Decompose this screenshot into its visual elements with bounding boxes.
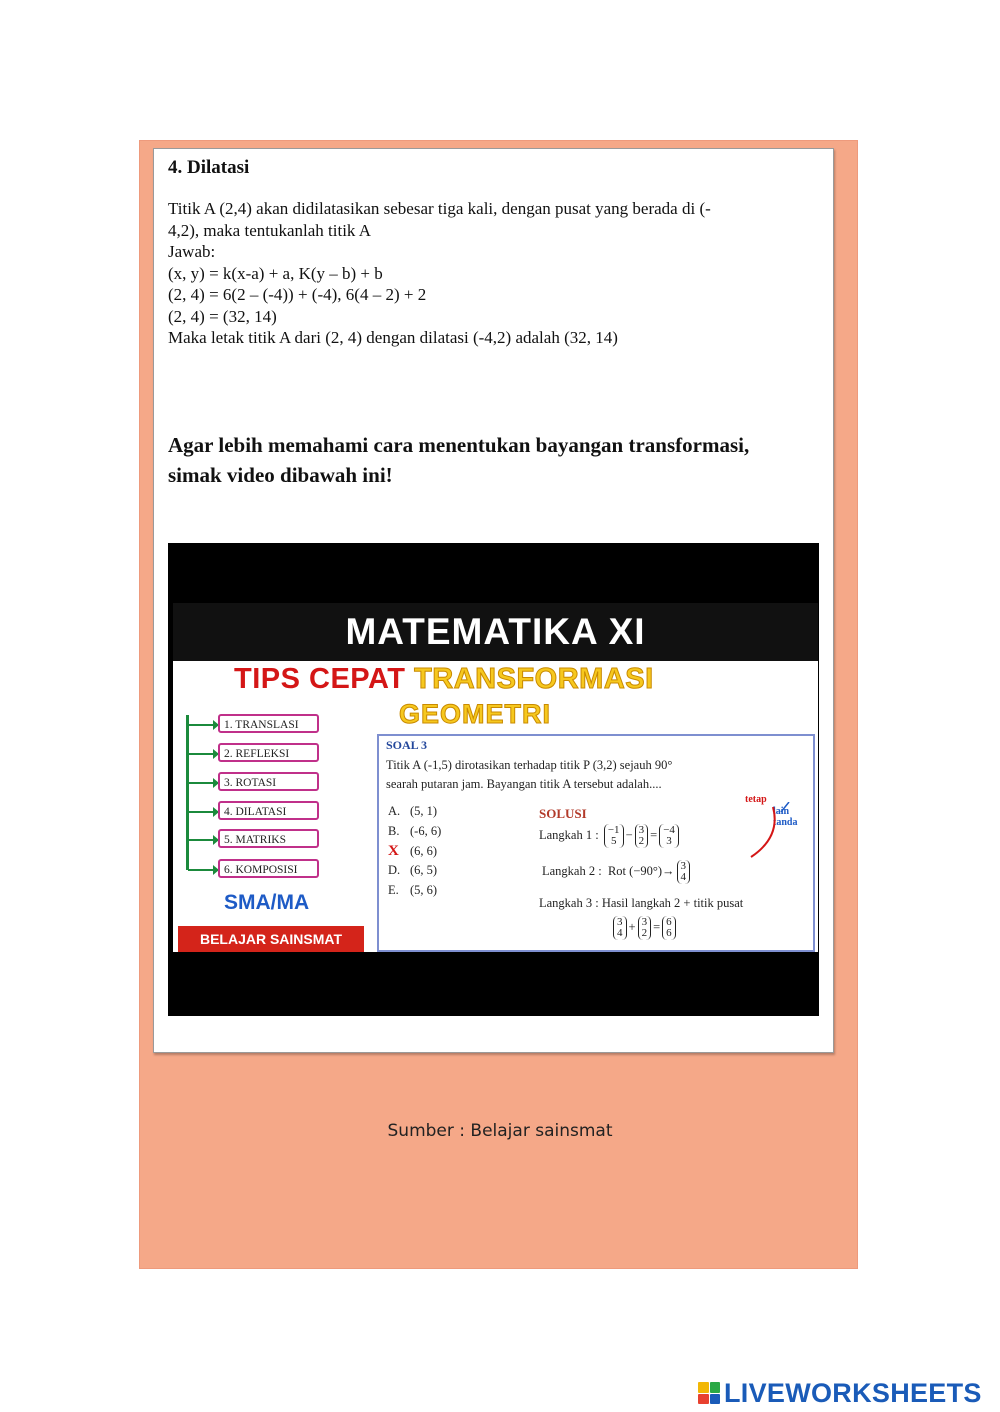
menu-item: 5. MATRIKS: [218, 829, 319, 848]
vector: 3 2: [635, 824, 649, 848]
arrow-icon: [188, 839, 218, 841]
arrow-icon: [188, 811, 218, 813]
channel-banner: BELAJAR SAINSMAT: [178, 926, 364, 952]
step-2: Langkah 2 : Rot (−90°)→ 3 4: [542, 860, 692, 884]
video-call-to-action: [168, 430, 828, 490]
solution-step: (x, y) = k(x-a) + a, K(y – b) + b: [168, 263, 383, 283]
vector: 3 2: [638, 916, 652, 940]
option-correct: X (6, 6): [388, 843, 438, 859]
question-box: [377, 734, 815, 952]
option: A. (5, 1): [388, 804, 438, 818]
problem-text: [168, 198, 808, 349]
step-1: Langkah 1 : −1 5 − 3 2 = −4 3: [539, 824, 681, 848]
curved-arrow-icon: [741, 802, 791, 862]
cta-line: Agar lebih memahami cara menentukan bayangan transformasi,: [168, 433, 750, 457]
tips-heading: [234, 663, 654, 696]
option: B. (-6, 6): [388, 824, 442, 838]
menu-item: 3. ROTASI: [218, 772, 319, 791]
level-label: SMA/MA: [224, 891, 310, 914]
menu-item: 6. KOMPOSISI: [218, 859, 319, 878]
tips-part: TIPS CEPAT: [234, 663, 406, 695]
menu-connector: [186, 715, 189, 870]
solution-step: (2, 4) = (32, 14): [168, 306, 277, 326]
arrow-icon: [188, 782, 218, 784]
problem-line: 4,2), maka tentukanlah titik A: [168, 220, 372, 240]
solution-label: SOLUSI: [539, 806, 587, 821]
solution-conclusion: Maka letak titik A dari (2, 4) dengan dilatasi (-4,2) adalah (32, 14): [168, 328, 618, 347]
video-thumbnail[interactable]: [173, 603, 818, 952]
question-line: Titik A (-1,5) dirotasikan terhadap titik P (3,2) sejauh 90°: [386, 758, 673, 772]
vector: −1 5: [604, 824, 624, 848]
step-3: Langkah 3 : Hasil langkah 2 + titik pusat: [539, 896, 744, 910]
section-heading: 4. Dilatasi: [168, 157, 250, 178]
step-3-equation: 3 4 + 3 2 = 6 6: [611, 916, 678, 940]
tips-part: TRANSFORMASI: [414, 663, 654, 695]
cta-line: simak video dibawah ini!: [168, 463, 393, 487]
note-tetap: tetap: [745, 794, 767, 805]
vector: 6 6: [662, 916, 676, 940]
option: D. (6, 5): [388, 863, 438, 877]
video-player[interactable]: [168, 543, 819, 1016]
menu-item: 2. REFLEKSI: [218, 743, 319, 762]
arrow-icon: [188, 753, 218, 755]
cross-mark-icon: X: [388, 843, 399, 859]
vector: −4 3: [659, 824, 679, 848]
liveworksheets-logo[interactable]: [698, 1379, 982, 1407]
arrow-icon: [188, 724, 218, 726]
note-lain: lain tanda: [773, 806, 798, 828]
option: E. (5, 6): [388, 883, 438, 897]
question-text: [386, 756, 806, 794]
vector: 3 4: [677, 860, 691, 884]
question-label: SOAL 3: [386, 738, 428, 752]
arrow-icon: [188, 869, 218, 871]
brand-name: LIVEWORKSHEETS: [724, 1377, 982, 1408]
video-title: MATEMATIKA XI: [173, 603, 818, 661]
source-caption: Sumber : Belajar sainsmat: [387, 1121, 613, 1141]
problem-line: Titik A (2,4) akan didilatasikan sebesar tiga kali, dengan pusat yang berada di (-: [168, 199, 711, 218]
answer-label: Jawab:: [168, 242, 216, 261]
question-line: searah putaran jam. Bayangan titik A tersebut adalah....: [386, 777, 662, 791]
liveworksheets-logo-icon: [698, 1382, 720, 1404]
solution-step: (2, 4) = 6(2 – (-4)) + (-4), 6(4 – 2) + 2: [168, 285, 427, 304]
menu-item: 4. DILATASI: [218, 801, 319, 820]
vector: 3 4: [613, 916, 627, 940]
tips-subheading: GEOMETRI: [399, 699, 552, 729]
menu-item: 1. TRANSLASI: [218, 714, 319, 733]
